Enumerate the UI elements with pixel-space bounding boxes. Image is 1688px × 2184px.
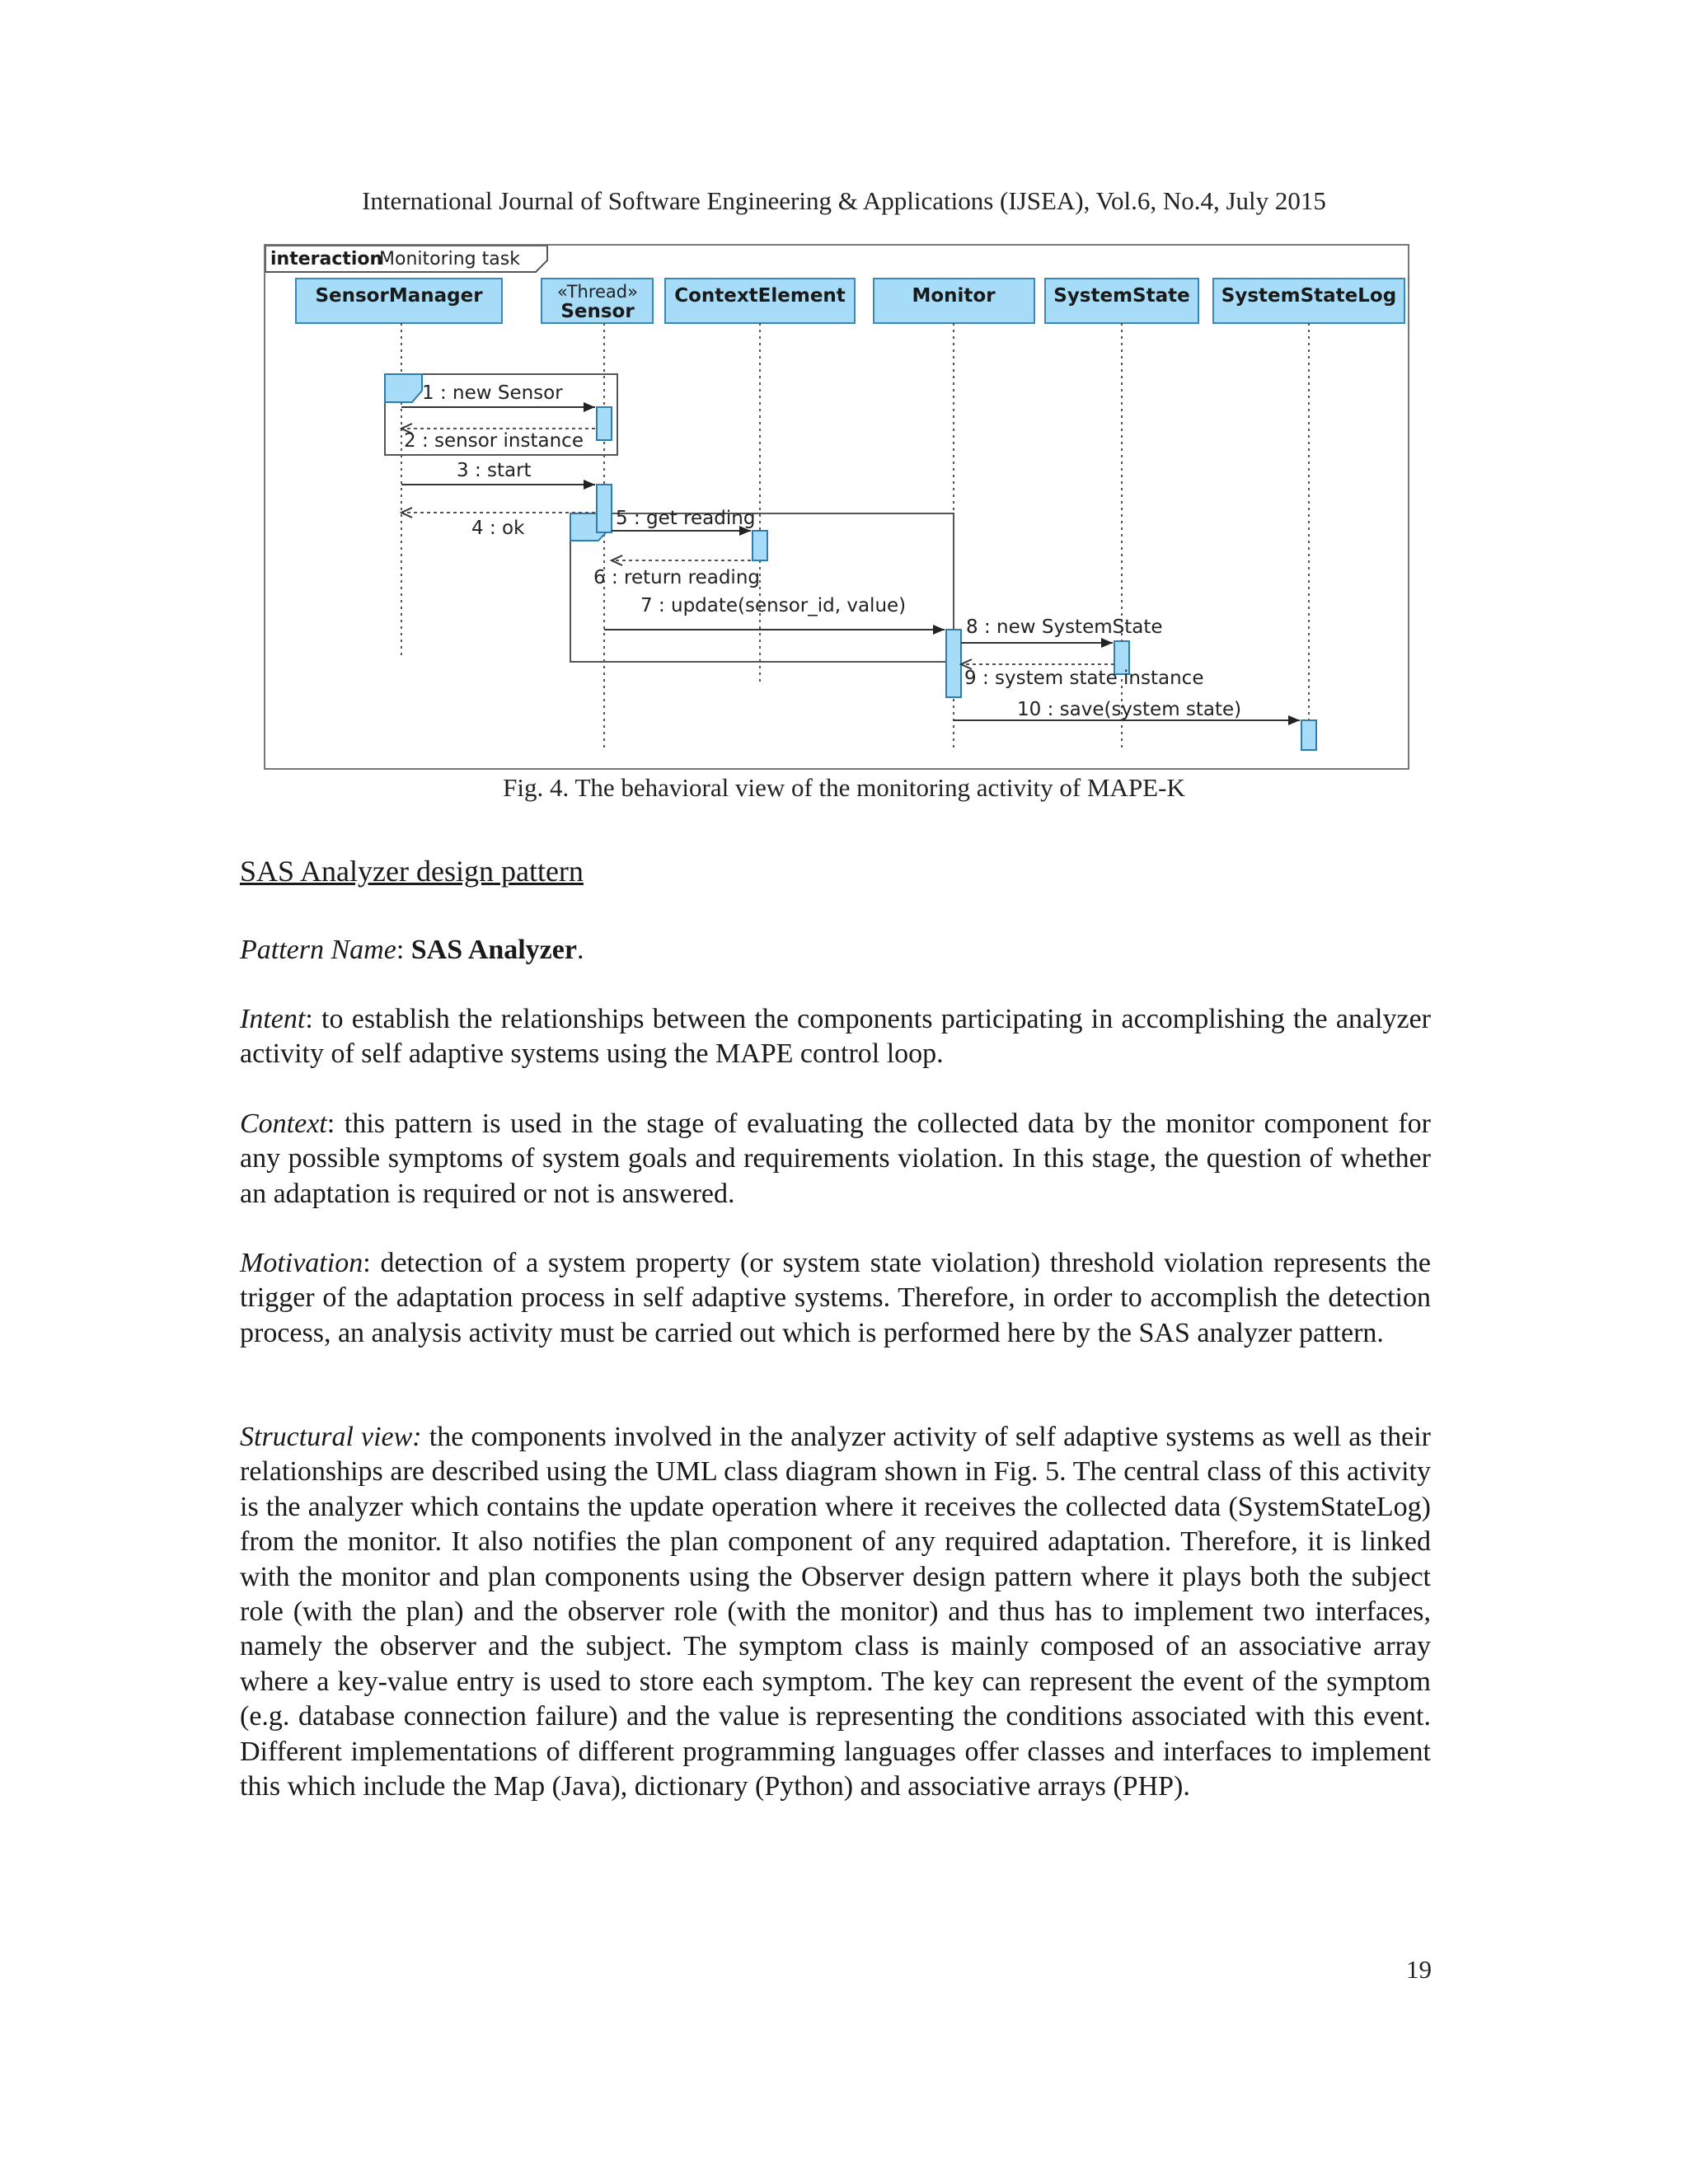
- arrowhead-1: [584, 402, 595, 412]
- lifeline-sensormanager-label: SensorManager: [315, 285, 483, 307]
- activation-contextelement: [753, 531, 767, 560]
- context-paragraph: [240, 1107, 1431, 1212]
- intent-label: Intent: [240, 1004, 306, 1034]
- section-heading: SAS Analyzer design pattern: [240, 855, 584, 888]
- sequence-diagram-figure: [264, 244, 1409, 770]
- message-5-label: 5 : get reading: [616, 508, 756, 529]
- creation-fragment-tab: [385, 374, 422, 402]
- context-label: Context: [240, 1108, 327, 1139]
- motivation-text: : detection of a system property (or system state violation) threshold violation represents the trigger of the adaptation process in self adaptive systems. Therefore, in order to accomplish the detection process, an analysis activity must be carried out which is performed here by the SAS analyzer pattern.: [240, 1248, 1431, 1348]
- structural-view-label: Structural view:: [240, 1422, 422, 1452]
- arrowhead-3: [584, 480, 595, 490]
- activation-monitor: [946, 630, 961, 697]
- message-9-label: 9 : system state instance: [964, 668, 1204, 689]
- message-7-label: 7 : update(sensor_id, value): [640, 595, 907, 616]
- lifeline-systemstatelog-label: SystemStateLog: [1221, 285, 1397, 307]
- structural-view-paragraph: [240, 1420, 1431, 1804]
- pattern-name-label: Pattern Name: [240, 935, 396, 965]
- activation-systemstatelog: [1301, 720, 1316, 750]
- lifeline-systemstate-label: SystemState: [1053, 285, 1190, 307]
- activation-sensor-2: [597, 485, 612, 532]
- message-3-label: 3 : start: [457, 460, 532, 481]
- intent-text: : to establish the relationships between the components participating in accomplishing the analyzer activity of self adaptive systems using the MAPE control loop.: [240, 1004, 1431, 1070]
- journal-header: International Journal of Software Engineering & Applications (IJSEA), Vol.6, No.4, July 2015: [362, 186, 1326, 215]
- lifeline-contextelement-label: ContextElement: [674, 285, 846, 307]
- lifeline-sensor-label: Sensor: [560, 301, 635, 322]
- arrowhead-8: [1101, 638, 1113, 648]
- pattern-name-value: SAS Analyzer: [410, 935, 577, 965]
- arrowhead-10: [1288, 715, 1300, 725]
- lifeline-monitor-label: Monitor: [912, 285, 996, 307]
- intent-paragraph: [240, 1002, 1431, 1072]
- structural-view-text: the components involved in the analyzer activity of self adaptive systems as well as their relationships are described using the UML class diagram shown in Fig. 5. The central class of this activity is the analyzer which contains the update operation where it receives the collected data (SystemStateLog) from the monitor. It also notifies the plan component of any required adaptation. Therefore, it is linked with the monitor and plan components using the Observer design pattern where it plays both the subject role (with the plan) and the observer role (with the monitor) and thus has to implement two interfaces, namely the observer and the subject. The symptom class is mainly composed of an associative array where a key-value entry is used to store each symptom. The key can represent the event of the symptom (e.g. database connection failure) and the value is representing the conditions associated with this event. Different implementations of different programming languages offer classes and interfaces to implement this which include the Map (Java), dictionary (Python) and associative arrays (PHP).: [240, 1422, 1431, 1802]
- frame-keyword: interaction: [270, 249, 383, 269]
- pattern-name-paragraph: Pattern Name: SAS Analyzer.: [240, 935, 584, 965]
- context-text: : this pattern is used in the stage of evaluating the collected data by the monitor component for any possible symptoms of system goals and requirements violation. In this stage, the question of whether an adaptation is required or not is answered.: [240, 1108, 1431, 1209]
- figure-caption: Fig. 4. The behavioral view of the monitoring activity of MAPE-K: [503, 773, 1185, 802]
- message-10-label: 10 : save(system state): [1017, 699, 1242, 720]
- arrowhead-7: [933, 625, 945, 635]
- frame-name: Monitoring task: [379, 249, 520, 269]
- message-8-label: 8 : new SystemState: [966, 616, 1163, 638]
- arrowhead-4: [401, 508, 412, 518]
- message-6-label: 6 : return reading: [593, 567, 761, 588]
- sequence-diagram: [265, 246, 1411, 771]
- lifeline-sensor-stereotype: «Thread»: [557, 282, 638, 302]
- message-1-label: 1 : new Sensor: [422, 382, 563, 404]
- message-4-label: 4 : ok: [471, 518, 525, 539]
- motivation-paragraph: [240, 1246, 1431, 1351]
- activation-sensor-1: [597, 407, 612, 440]
- message-2-label: 2 : sensor instance: [404, 430, 584, 452]
- page-number: 19: [1406, 1955, 1432, 1984]
- motivation-label: Motivation: [240, 1248, 363, 1278]
